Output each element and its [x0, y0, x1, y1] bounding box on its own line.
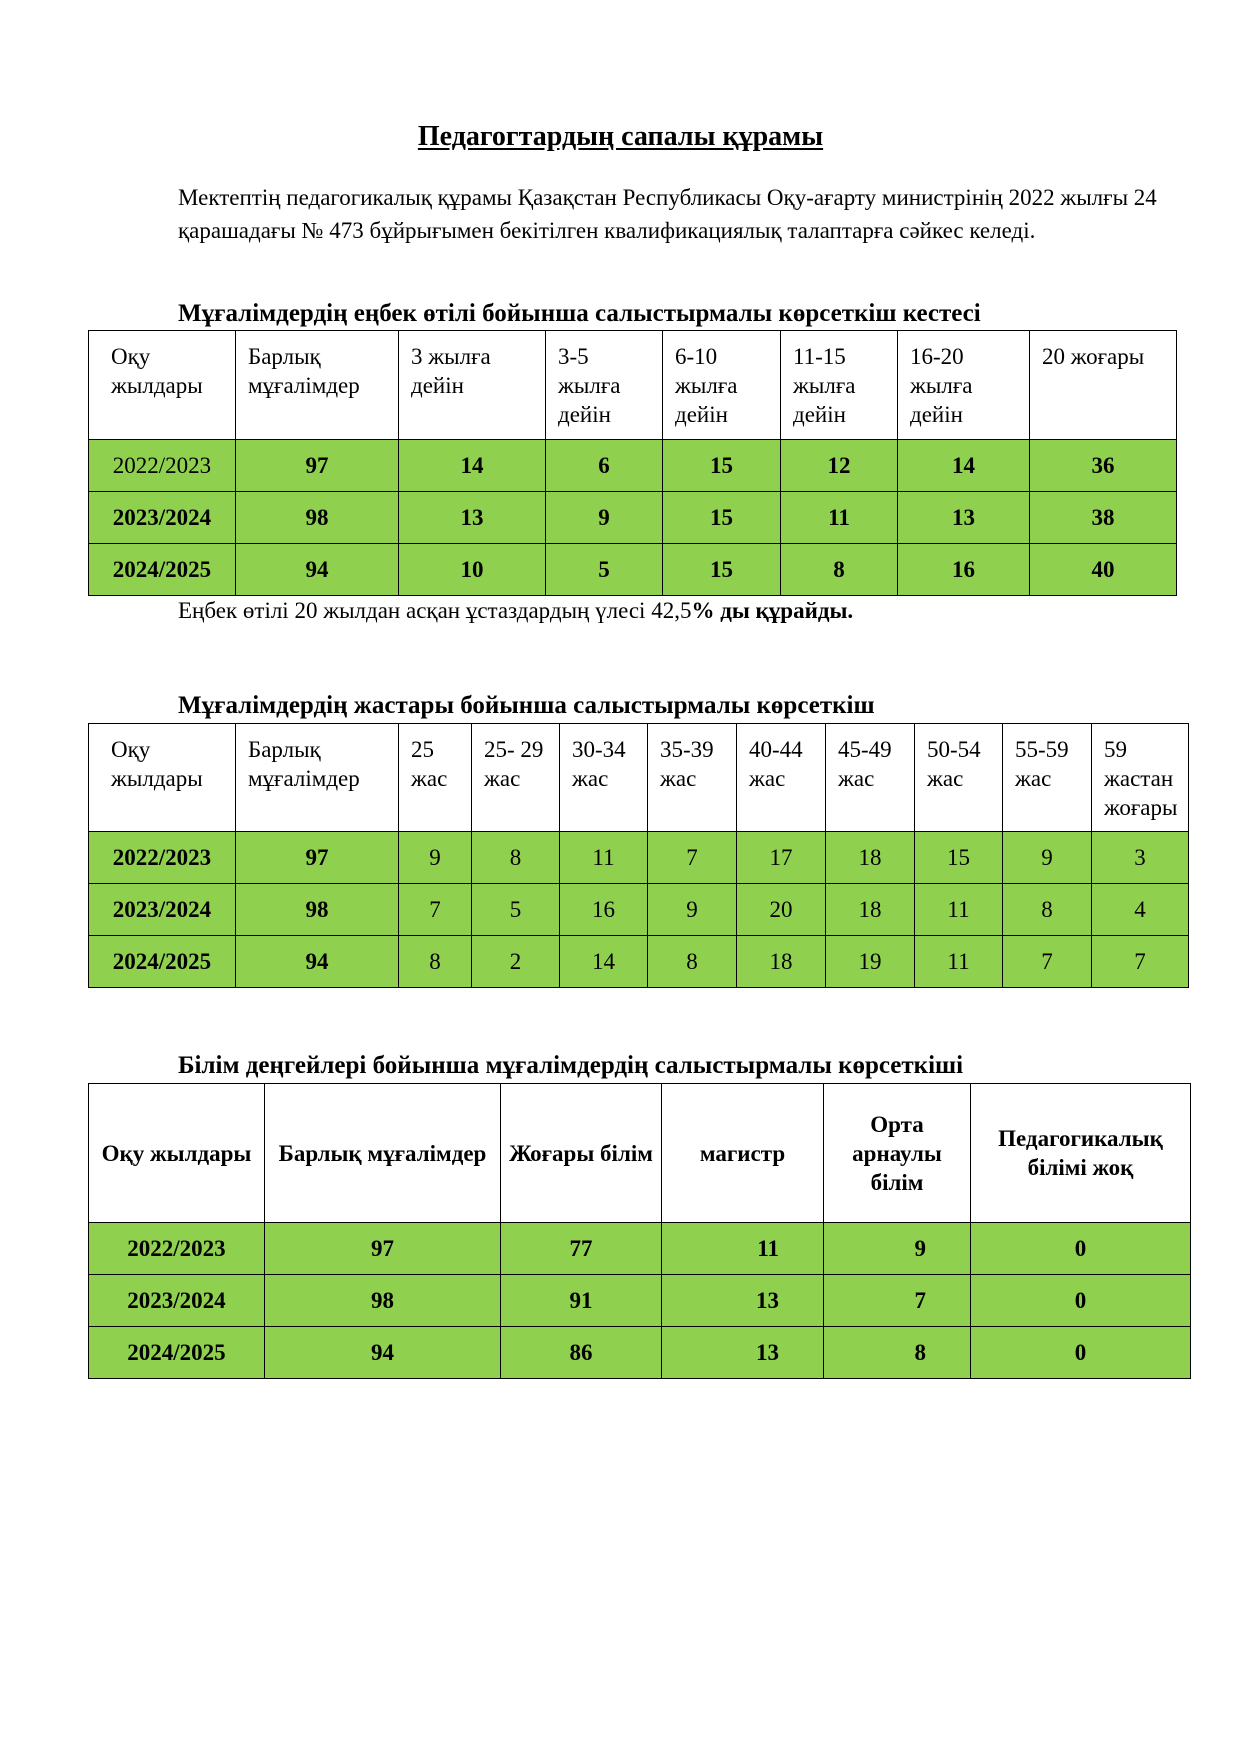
table-cell: 16: [560, 884, 648, 936]
table-cell: 7: [1003, 936, 1092, 988]
table-cell: 13: [662, 1275, 824, 1327]
table-cell: 7: [1092, 936, 1189, 988]
table-cell: 7: [824, 1275, 971, 1327]
table-cell: 15: [915, 832, 1003, 884]
table-cell: 11: [915, 936, 1003, 988]
table-cell: 98: [265, 1275, 501, 1327]
table-cell: 77: [501, 1223, 662, 1275]
table-row: [89, 1223, 1191, 1275]
header-cell: 35-39 жас: [648, 724, 737, 832]
table-row: [89, 832, 1189, 884]
header-row: [89, 331, 1177, 440]
header-cell: Барлық мұғалімдер: [236, 724, 399, 832]
table-cell: 11: [560, 832, 648, 884]
table-cell: 86: [501, 1327, 662, 1379]
table-cell: 8: [399, 936, 472, 988]
table-cell: 94: [265, 1327, 501, 1379]
table-row: [89, 1327, 1191, 1379]
year-cell: 2022/2023: [89, 1223, 265, 1275]
header-cell: 25- 29 жас: [472, 724, 560, 832]
year-cell: 2023/2024: [89, 1275, 265, 1327]
year-cell: 2024/2025: [89, 544, 236, 596]
table-cell: 5: [472, 884, 560, 936]
header-cell: 3 жылға дейін: [399, 331, 546, 440]
year-cell: 2022/2023: [89, 832, 236, 884]
table-cell: 11: [662, 1223, 824, 1275]
table-cell: 14: [399, 440, 546, 492]
header-row: [89, 1084, 1191, 1223]
table-cell: 5: [546, 544, 663, 596]
table-cell: 11: [915, 884, 1003, 936]
table-cell: 98: [236, 884, 399, 936]
table-cell: 15: [663, 440, 781, 492]
education-table: [88, 1083, 1191, 1379]
table-cell: 16: [898, 544, 1030, 596]
table-cell: 0: [971, 1223, 1191, 1275]
header-cell: Барлық мұғалімдер: [265, 1084, 501, 1223]
header-cell: 40-44 жас: [737, 724, 826, 832]
table-row: [89, 1275, 1191, 1327]
table-cell: 38: [1030, 492, 1177, 544]
table-cell: 2: [472, 936, 560, 988]
header-cell: 20 жоғары: [1030, 331, 1177, 440]
table-cell: 94: [236, 936, 399, 988]
table-cell: 8: [781, 544, 898, 596]
table-cell: 8: [648, 936, 737, 988]
table-cell: 0: [971, 1327, 1191, 1379]
table-row: [89, 440, 1177, 492]
table-cell: 11: [781, 492, 898, 544]
table-cell: 9: [546, 492, 663, 544]
header-cell: 30-34 жас: [560, 724, 648, 832]
table1-heading: Мұғалімдердің еңбек өтілі бойынша салыстырмалы көрсеткіш кестесі: [178, 300, 981, 327]
table-cell: 15: [663, 492, 781, 544]
table-cell: 36: [1030, 440, 1177, 492]
year-cell: 2024/2025: [89, 936, 236, 988]
note-text: Еңбек өтілі 20 жылдан асқан ұстаздардың үлесі 42,5: [178, 598, 692, 623]
table-cell: 0: [971, 1275, 1191, 1327]
table-cell: 97: [236, 832, 399, 884]
table-cell: 97: [265, 1223, 501, 1275]
header-cell: Оқу жылдары: [89, 1084, 265, 1223]
table-cell: 40: [1030, 544, 1177, 596]
table-cell: 94: [236, 544, 399, 596]
header-cell: 16-20 жылға дейін: [898, 331, 1030, 440]
year-cell: 2023/2024: [89, 492, 236, 544]
table-cell: 13: [662, 1327, 824, 1379]
page-title: Педагогтардың сапалы құрамы: [417, 121, 824, 152]
header-cell: 3-5 жылға дейін: [546, 331, 663, 440]
table-cell: 8: [824, 1327, 971, 1379]
intro-paragraph: Мектептің педагогикалық құрамы Қазақстан Республикасы Оқу-ағарту министрінің 2022 жылғы 24 қарашадағы № 473 бұйрығымен бекітілген квалификациялық талаптарға сәйкес келеді.: [178, 185, 1157, 243]
table-cell: 97: [236, 440, 399, 492]
table-cell: 8: [472, 832, 560, 884]
table-cell: 3: [1092, 832, 1189, 884]
header-cell: 55-59 жас: [1003, 724, 1092, 832]
table-row: [89, 884, 1189, 936]
year-cell: 2023/2024: [89, 884, 236, 936]
table-cell: 18: [826, 884, 915, 936]
table-cell: 98: [236, 492, 399, 544]
table-cell: 8: [1003, 884, 1092, 936]
header-cell: 25 жас: [399, 724, 472, 832]
header-row: [89, 724, 1189, 832]
year-cell: 2022/2023: [89, 440, 236, 492]
table-cell: 19: [826, 936, 915, 988]
table-cell: 13: [399, 492, 546, 544]
header-cell: Барлық мұғалімдер: [236, 331, 399, 440]
table-row: [89, 936, 1189, 988]
header-cell: Оқу жылдары: [89, 331, 236, 440]
table-cell: 18: [737, 936, 826, 988]
header-cell: Жоғары білім: [501, 1084, 662, 1223]
table-cell: 9: [399, 832, 472, 884]
note-bold-text: % ды құрайды.: [691, 598, 854, 623]
header-cell: 50-54 жас: [915, 724, 1003, 832]
table-cell: 7: [399, 884, 472, 936]
table3-heading: Білім деңгейлері бойынша мұғалімдердің салыстырмалы көрсеткіші: [178, 1052, 964, 1079]
header-cell: 11-15 жылға дейін: [781, 331, 898, 440]
table-cell: 14: [560, 936, 648, 988]
table-cell: 9: [1003, 832, 1092, 884]
table-cell: 10: [399, 544, 546, 596]
experience-table: [88, 330, 1177, 596]
table-cell: 12: [781, 440, 898, 492]
table-cell: 20: [737, 884, 826, 936]
table-cell: 91: [501, 1275, 662, 1327]
table-row: [89, 544, 1177, 596]
age-table: [88, 723, 1189, 988]
table-cell: 18: [826, 832, 915, 884]
year-cell: 2024/2025: [89, 1327, 265, 1379]
table-cell: 9: [824, 1223, 971, 1275]
table-cell: 15: [663, 544, 781, 596]
header-cell: 59 жастан жоғары: [1092, 724, 1189, 832]
table-cell: 17: [737, 832, 826, 884]
header-cell: 6-10 жылға дейін: [663, 331, 781, 440]
table-row: [89, 492, 1177, 544]
table-cell: 14: [898, 440, 1030, 492]
table-cell: 13: [898, 492, 1030, 544]
header-cell: 45-49 жас: [826, 724, 915, 832]
header-cell: Оқу жылдары: [89, 724, 236, 832]
header-cell: Орта арнаулы білім: [824, 1084, 971, 1223]
table-cell: 4: [1092, 884, 1189, 936]
header-cell: магистр: [662, 1084, 824, 1223]
table-cell: 7: [648, 832, 737, 884]
table-cell: 9: [648, 884, 737, 936]
header-cell: Педагогикалық білімі жоқ: [971, 1084, 1191, 1223]
table-cell: 6: [546, 440, 663, 492]
table2-heading: Мұғалімдердің жастары бойынша салыстырмалы көрсеткіш: [178, 692, 875, 719]
experience-note: [178, 598, 853, 624]
